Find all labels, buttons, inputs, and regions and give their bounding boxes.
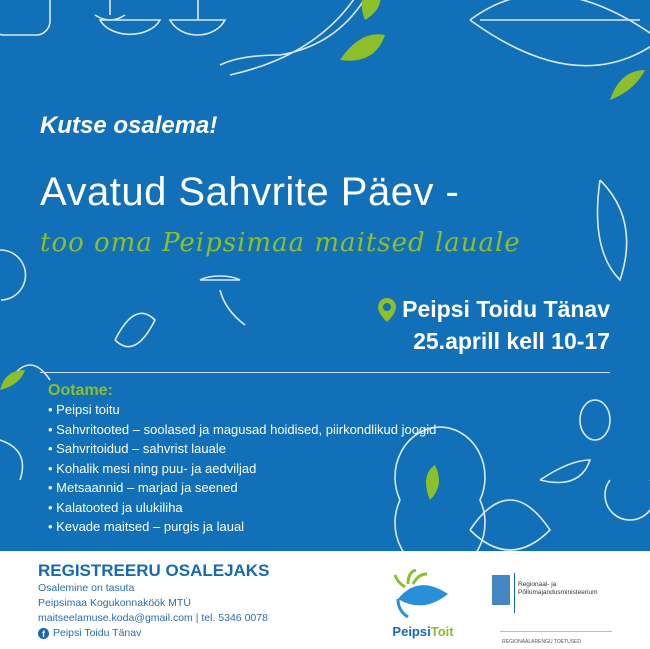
offer-list bbox=[48, 402, 436, 539]
ministry-subtitle: REGIONAALARENGU TOETUSED bbox=[502, 639, 581, 645]
fish-logo-icon bbox=[393, 569, 453, 619]
event-title: Avatud Sahvrite Päev - bbox=[40, 170, 460, 214]
invite-heading: Kutse osalema! bbox=[40, 112, 218, 139]
register-heading: REGISTREERU OSALEJAKS bbox=[38, 561, 270, 580]
free-note: Osalemine on tasuta bbox=[38, 582, 135, 594]
organizer: Peipsimaa Kogukonnaköök MTÜ bbox=[38, 597, 191, 609]
logo-part1: Peipsi bbox=[392, 624, 431, 639]
peipsi-toit-logo bbox=[378, 569, 468, 639]
map-pin-icon bbox=[378, 298, 396, 322]
ootame-heading: Ootame: bbox=[48, 382, 113, 399]
location-name: Peipsi Toidu Tänav bbox=[402, 296, 610, 322]
event-location bbox=[378, 296, 610, 323]
list-item: • Metsaannid – marjad ja seened bbox=[48, 480, 436, 500]
list-item: • Sahvritooted – soolased ja magusad hoidised, piirkondlikud joogid bbox=[48, 422, 436, 442]
list-item: • Sahvritoidud – sahvrist lauale bbox=[48, 441, 436, 461]
tagline: too oma Peipsimaa maitsed lauale bbox=[40, 228, 521, 258]
contact-info: maitseelamuse.koda@gmail.com | tel. 5346 0078 bbox=[38, 612, 268, 624]
footer bbox=[0, 551, 650, 649]
list-item: • Kalatooted ja ulukiliha bbox=[48, 500, 436, 520]
list-item: • Kohalik mesi ning puu- ja aedviljad bbox=[48, 461, 436, 481]
list-item: • Kevade maitsed – purgis ja laual bbox=[48, 519, 436, 539]
facebook-label: Peipsi Toidu Tänav bbox=[53, 627, 142, 639]
ministry-name: Regionaal- ja Põllumajandusministeerium bbox=[518, 581, 598, 596]
divider bbox=[40, 372, 610, 373]
facebook-icon: f bbox=[38, 628, 49, 639]
logo-part2: Toit bbox=[430, 624, 454, 639]
list-item: • Peipsi toitu bbox=[48, 402, 436, 422]
event-date: 25.aprill kell 10-17 bbox=[413, 328, 610, 354]
coat-of-arms-icon bbox=[492, 573, 512, 607]
ministry-logo bbox=[492, 573, 598, 645]
facebook-link[interactable] bbox=[38, 627, 141, 639]
